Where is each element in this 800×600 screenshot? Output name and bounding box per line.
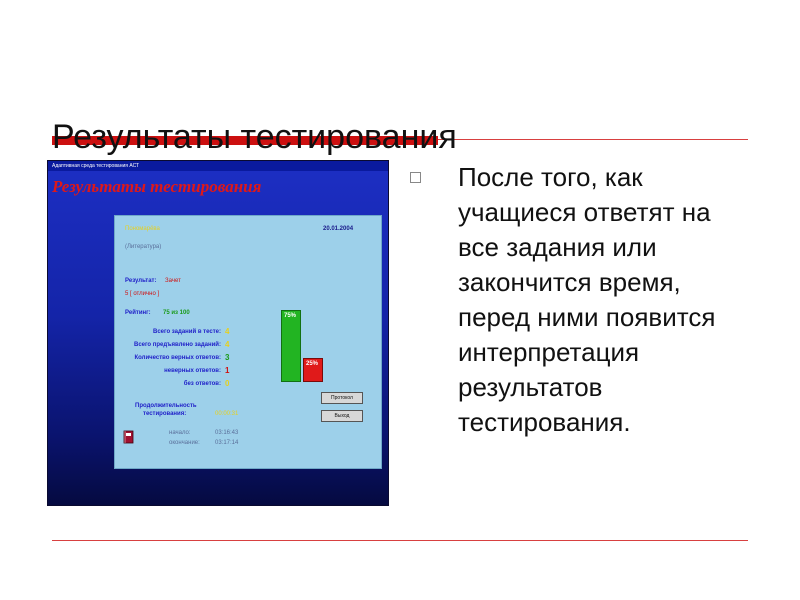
- student-name: Пономарёва: [125, 226, 160, 232]
- bottom-divider-line: [52, 540, 748, 541]
- stat-value-blank: 0: [225, 379, 230, 388]
- results-heading: Результаты тестирования: [52, 177, 262, 196]
- stat-label-correct: Количество верных ответов:: [134, 355, 221, 361]
- results-panel: [114, 215, 382, 469]
- duration-label-2: тестирования:: [143, 411, 187, 417]
- duration-label: Продолжительность: [135, 403, 197, 409]
- stat-value-total: 4: [225, 327, 230, 336]
- wrong-answers-bar: [303, 358, 323, 382]
- result-label: Результат:: [125, 278, 157, 284]
- subject-label: (Литература): [125, 244, 162, 250]
- window-title: Адаптивная среда тестирования АСТ: [48, 161, 388, 171]
- start-value: 03:16:43: [215, 430, 239, 436]
- rating-label: Рейтинг:: [125, 310, 151, 316]
- stat-value-wrong: 1: [225, 366, 230, 375]
- square-bullet-icon: [410, 172, 421, 183]
- bullet-text: После того, как учащиеся ответят на все задания или закончится время, перед ними появится интерпретация результатов тестирования.: [458, 162, 716, 437]
- book-icon: [123, 430, 135, 444]
- test-date: 20.01.2004: [323, 226, 354, 232]
- wrong-pct-label: 25%: [306, 361, 319, 367]
- stat-value-shown: 4: [225, 340, 230, 349]
- test-results-window: [47, 160, 389, 506]
- rating-value: 75 из 100: [163, 310, 190, 316]
- end-label: окончание:: [169, 440, 200, 446]
- protocol-button[interactable]: Протокол: [321, 392, 363, 404]
- stat-value-correct: 3: [225, 353, 230, 362]
- stat-label-shown: Всего предъявлено заданий:: [133, 342, 221, 348]
- start-label: начало:: [169, 430, 191, 436]
- correct-pct-label: 75%: [284, 313, 297, 319]
- correct-answers-bar: [281, 310, 301, 382]
- stat-label-blank: без ответов:: [183, 381, 221, 387]
- stat-label-total: Всего заданий в тесте:: [153, 329, 221, 335]
- stat-label-wrong: неверных ответов:: [164, 368, 221, 374]
- end-value: 03:17:14: [215, 440, 239, 446]
- duration-value: 00:00:31: [215, 411, 239, 417]
- top-divider-line: [438, 139, 748, 140]
- result-value: Зачет: [165, 278, 181, 284]
- grade-value: 5 [ отлично ]: [125, 291, 160, 297]
- slide-title: Результаты тестирования: [52, 118, 457, 156]
- exit-button[interactable]: Выход: [321, 410, 363, 422]
